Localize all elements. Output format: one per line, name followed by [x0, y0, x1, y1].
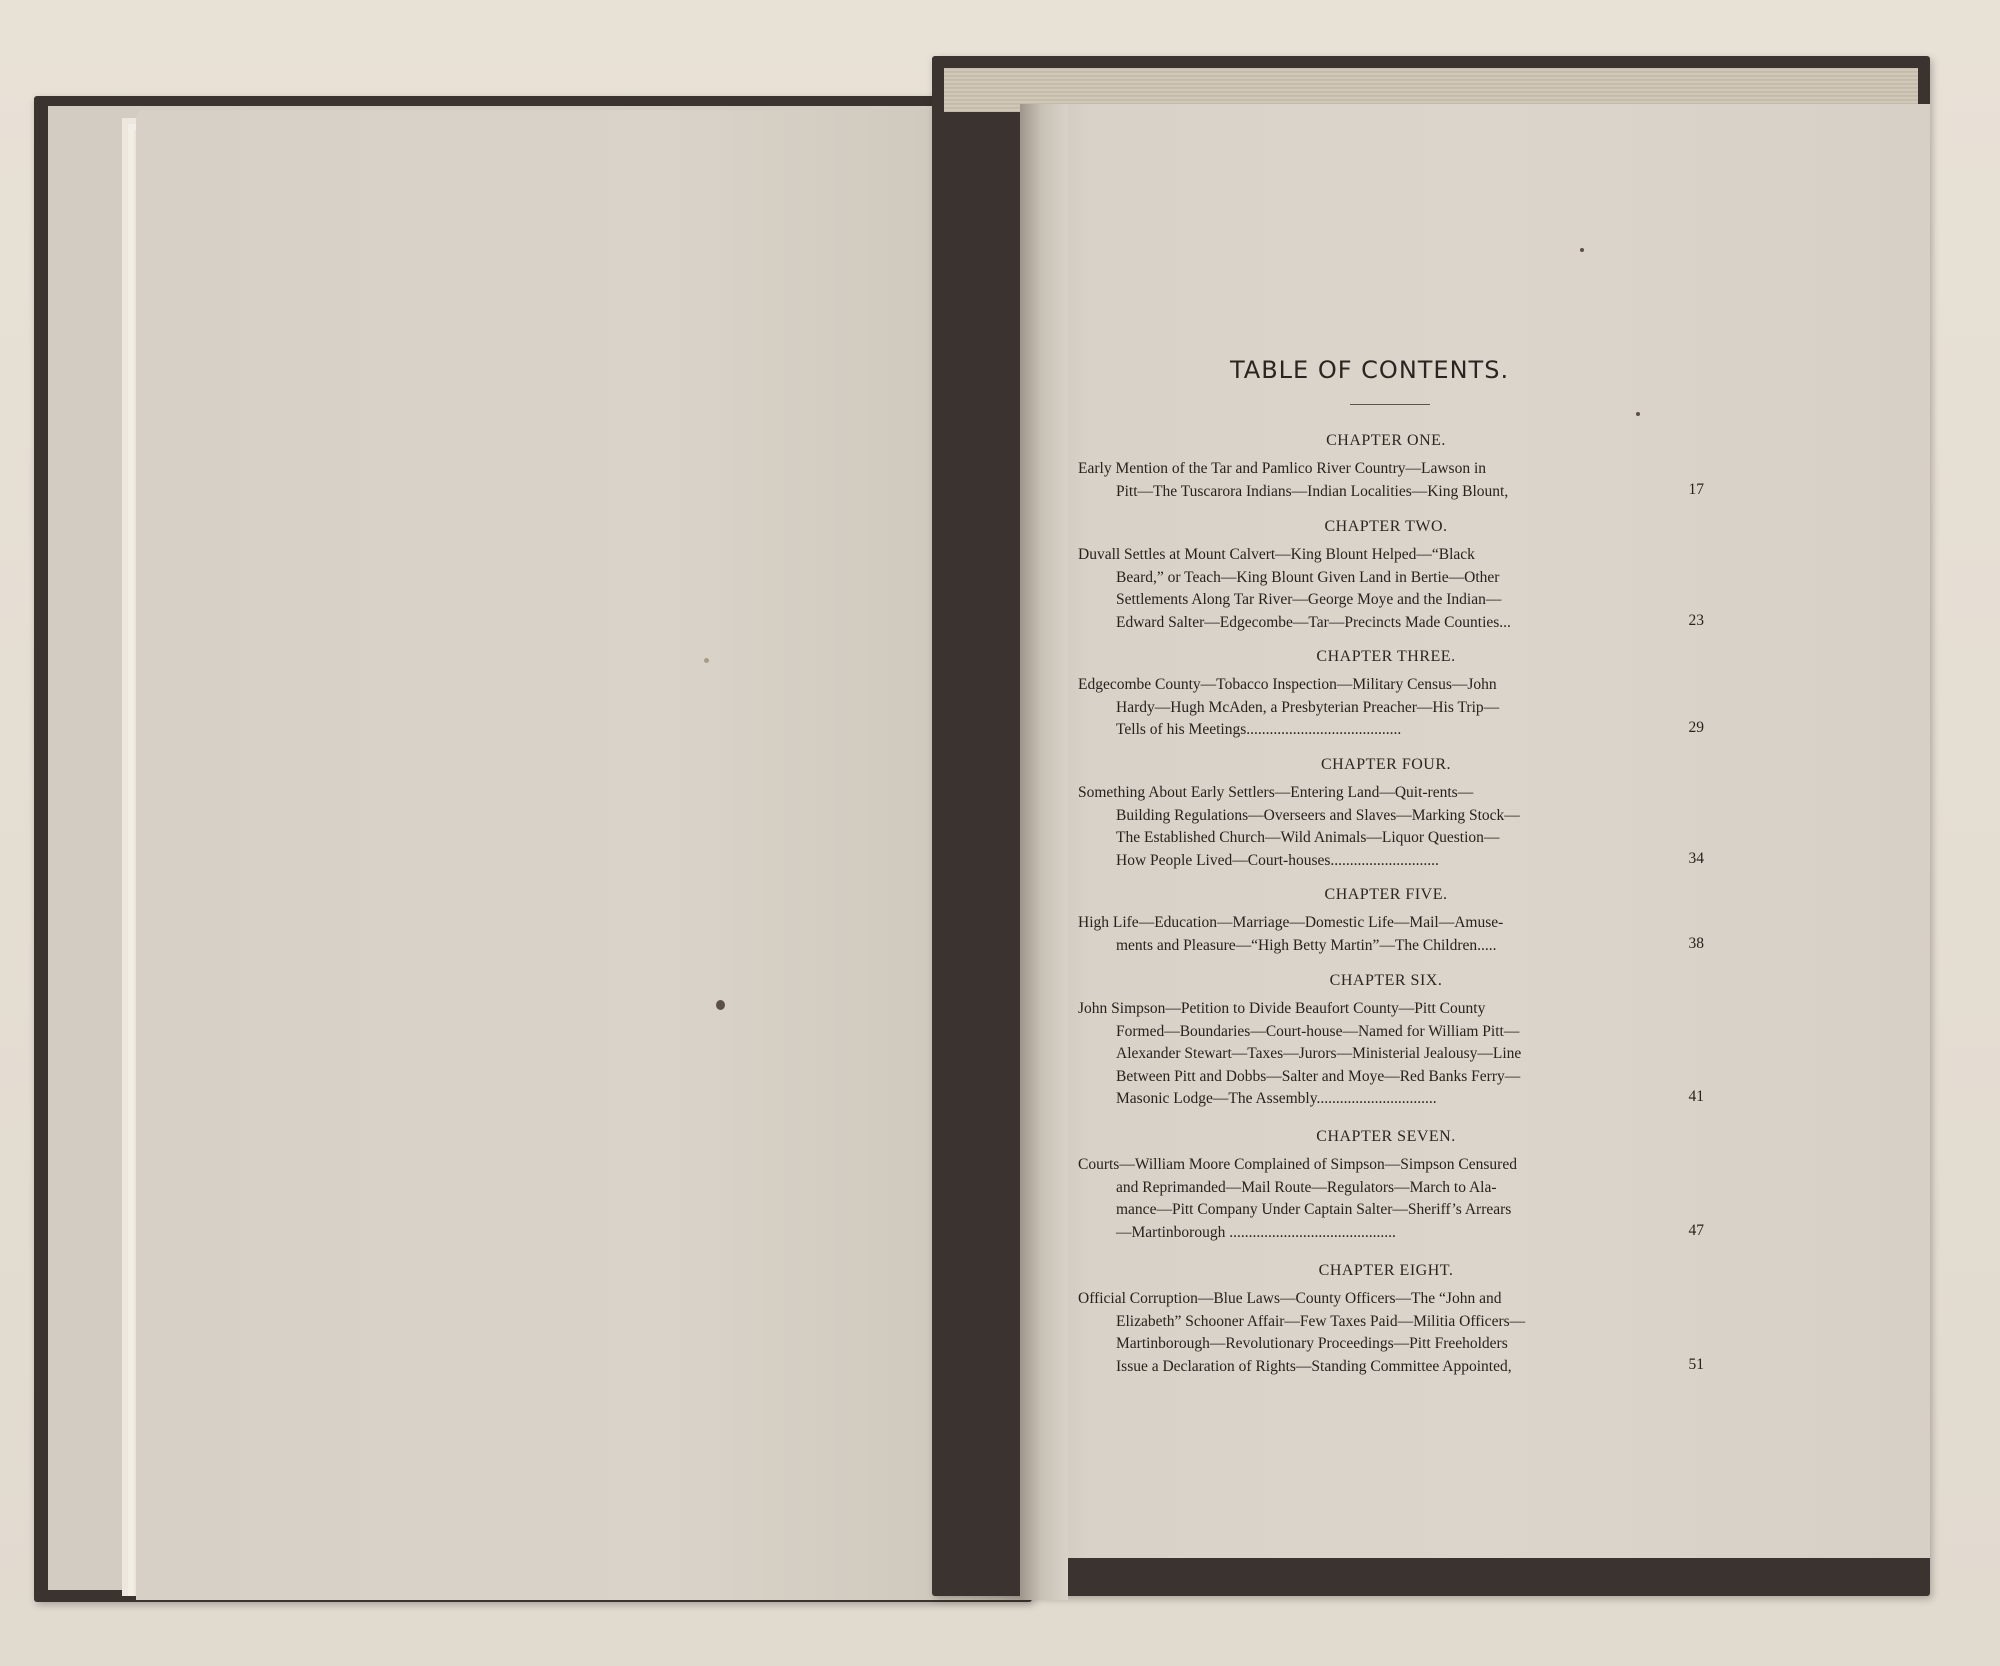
- page-title: TABLE OF CONTENTS.: [1230, 356, 1510, 384]
- summary-line: Building Regulations—Overseers and Slaves—Marking Stock—: [1116, 806, 1520, 824]
- summary-line: Between Pitt and Dobbs—Salter and Moye—Red Banks Ferry—: [1116, 1067, 1521, 1085]
- chapter-summary: [1078, 998, 1658, 1111]
- summary-line: The Established Church—Wild Animals—Liquor Question—: [1116, 829, 1500, 846]
- summary-line: Something About Early Settlers—Entering Land—Quit-rents—: [1078, 784, 1474, 801]
- summary-line: High Life—Education—Marriage—Domestic Life—Mail—Amuse-: [1078, 914, 1504, 931]
- summary-line: Masonic Lodge—The Assembly...............................: [1116, 1090, 1437, 1107]
- summary-line: Issue a Declaration of Rights—Standing Committee Appointed,: [1116, 1357, 1512, 1375]
- summary-line: Settlements Along Tar River—George Moye and the Indian—: [1116, 591, 1502, 608]
- page-number: 23: [1688, 611, 1704, 629]
- chapter-summary: [1078, 674, 1658, 742]
- summary-line: How People Lived—Court-houses............................: [1116, 851, 1439, 869]
- summary-line: John Simpson—Petition to Divide Beaufort County—Pitt County: [1078, 1000, 1486, 1017]
- chapter-heading: CHAPTER FIVE.: [1324, 886, 1448, 903]
- page-number: 34: [1688, 849, 1704, 867]
- page-number: 47: [1688, 1221, 1704, 1239]
- summary-line: ments and Pleasure—“High Betty Martin”—The Children.....: [1116, 936, 1497, 954]
- summary-line: Tells of his Meetings........................................: [1116, 721, 1402, 738]
- summary-line: Edgecombe County—Tobacco Inspection—Military Census—John: [1078, 676, 1497, 693]
- summary-line: Formed—Boundaries—Court-house—Named for William Pitt—: [1116, 1022, 1520, 1040]
- title-rule: [1350, 404, 1430, 405]
- summary-line: Alexander Stewart—Taxes—Jurors—Ministerial Jealousy—Line: [1116, 1045, 1522, 1062]
- chapter-summary: [1078, 544, 1658, 634]
- page-number: 38: [1688, 934, 1704, 952]
- page-number: 41: [1688, 1088, 1704, 1105]
- ink-speck: [1636, 412, 1640, 416]
- summary-line: Edward Salter—Edgecombe—Tar—Precincts Made Counties...: [1116, 613, 1511, 631]
- summary-line: Courts—William Moore Complained of Simpson—Simpson Censured: [1078, 1156, 1517, 1173]
- page-number: 51: [1688, 1355, 1704, 1373]
- summary-line: Elizabeth” Schooner Affair—Few Taxes Paid—Militia Officers—: [1116, 1312, 1526, 1330]
- left-blank-page: [136, 110, 1026, 1600]
- ink-speck: [716, 1000, 725, 1010]
- summary-line: and Reprimanded—Mail Route—Regulators—March to Ala-: [1116, 1178, 1497, 1196]
- chapter-heading: CHAPTER THREE.: [1316, 648, 1456, 665]
- chapter-heading: CHAPTER EIGHT.: [1318, 1262, 1454, 1279]
- summary-line: Beard,” or Teach—King Blount Given Land in Bertie—Other: [1116, 568, 1500, 586]
- page-number: 29: [1688, 719, 1704, 736]
- summary-line: Official Corruption—Blue Laws—County Officers—The “John and: [1078, 1290, 1502, 1307]
- chapter-summary: [1078, 1154, 1658, 1244]
- summary-line: —Martinborough ...........................................: [1116, 1223, 1396, 1241]
- chapter-summary: [1078, 912, 1658, 957]
- summary-line: Hardy—Hugh McAden, a Presbyterian Preacher—His Trip—: [1116, 698, 1500, 716]
- chapter-summary: [1078, 1288, 1658, 1378]
- chapter-summary: [1078, 782, 1658, 872]
- chapter-heading: CHAPTER ONE.: [1326, 432, 1446, 449]
- summary-line: Early Mention of the Tar and Pamlico River Country—Lawson in: [1078, 460, 1487, 477]
- chapter-heading: CHAPTER SIX.: [1329, 972, 1443, 989]
- book-gutter: [1020, 104, 1068, 1600]
- chapter-heading: CHAPTER SEVEN.: [1316, 1128, 1456, 1145]
- summary-line: Pitt—The Tuscarora Indians—Indian Localities—King Blount,: [1116, 482, 1509, 500]
- chapter-summary: [1078, 458, 1658, 503]
- chapter-heading: CHAPTER TWO.: [1324, 518, 1448, 535]
- chapter-heading: CHAPTER FOUR.: [1320, 756, 1452, 773]
- summary-line: mance—Pitt Company Under Captain Salter—Sheriff’s Arrears: [1116, 1201, 1512, 1218]
- summary-line: Duvall Settles at Mount Calvert—King Blount Helped—“Black: [1078, 546, 1475, 563]
- ink-speck: [704, 658, 709, 663]
- page-number: 17: [1688, 480, 1704, 498]
- ink-speck: [1580, 248, 1584, 252]
- summary-line: Martinborough—Revolutionary Proceedings—Pitt Freeholders: [1116, 1335, 1508, 1352]
